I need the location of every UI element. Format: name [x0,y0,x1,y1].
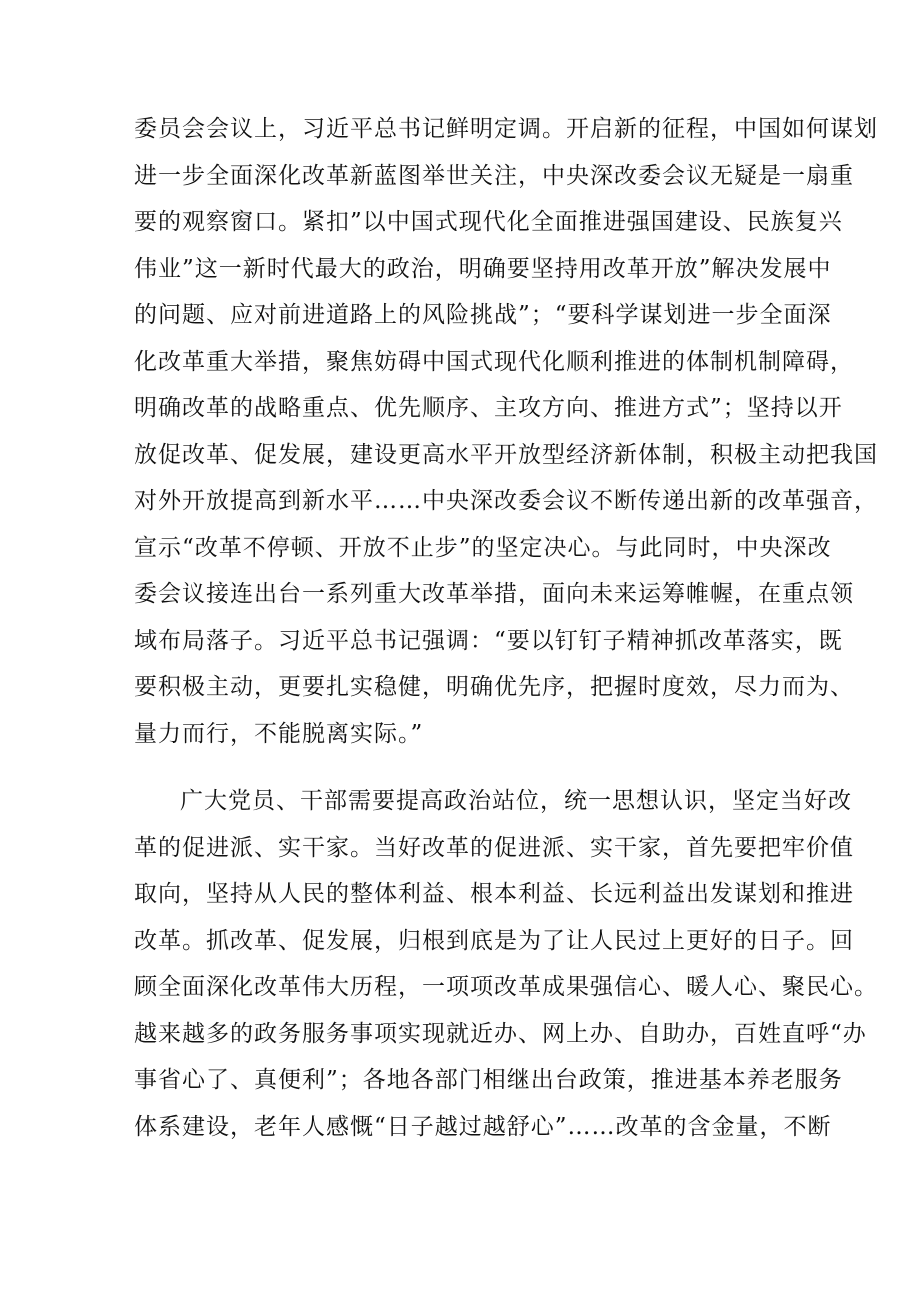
text-line: 要的观察窗口。紧扣”以中国式现代化全面推进强国建设、民族复兴 [134,209,843,235]
paragraph-2 [134,778,878,1150]
text-line: 的问题、应对前进道路上的风险挑战”；“要科学谋划进一步全面深 [134,302,832,328]
text-line: 改革。抓改革、促发展，归根到底是为了让人民过上更好的日子。回 [134,927,854,954]
text-line: 对外开放提高到新水平……中央深改委会议不断传递出新的改革强音， [134,488,878,514]
text-line: 宣示“改革不停顿、开放不止步”的坚定决心。与此同时，中央深改 [134,534,832,561]
text-line: 化改革重大举措，聚焦妨碍中国式现代化顺利推进的体制机制障碍， [134,348,854,375]
text-line: 量力而行，不能脱离实际。” [134,720,424,747]
text-line: 广大党员、干部需要提高政治站位，统一思想认识，坚定当好改 [180,788,852,814]
text-line: 体系建设，老年人感慨“日子越过越舒心”……改革的含金量，不断 [134,1113,832,1140]
text-line: 进一步全面深化改革新蓝图举世关注，中央深改委会议无疑是一扇重 [134,162,854,189]
text-line: 越来越多的政务服务事项实现就近办、网上办、自助办，百姓直呼“办 [134,1020,867,1047]
text-line: 明确改革的战略重点、优先顺序、主攻方向、推进方式”；坚持以开 [134,395,843,421]
paragraph-1 [134,106,878,757]
text-line: 委会议接连出台一系列重大改革举措，面向未来运筹帷幄，在重点领 [134,581,854,607]
text-line: 放促改革、促发展，建设更高水平开放型经济新体制，积极主动把我国 [134,441,878,468]
text-line: 顾全面深化改革伟大历程，一项项改革成果强信心、暖人心、聚民心。 [134,974,878,1000]
text-line: 取向，坚持从人民的整体利益、根本利益、长远利益出发谋划和推进 [134,881,854,907]
text-line: 域布局落子。习近平总书记强调：“要以钉钉子精神抓改革落实，既 [134,627,843,654]
text-line: 委员会会议上，习近平总书记鲜明定调。开启新的征程，中国如何谋划 [134,116,878,142]
text-line: 要积极主动，更要扎实稳健，明确优先序，把握时度效，尽力而为、 [134,674,854,700]
text-line: 伟业”这一新时代最大的政治，明确要坚持用改革开放”解决发展中 [134,255,832,282]
text-line: 革的促进派、实干家。当好改革的促进派、实干家，首先要把牢价值 [134,834,854,861]
text-line: 事省心了、真便利”；各地各部门相继出台政策，推进基本养老服务 [134,1067,843,1093]
